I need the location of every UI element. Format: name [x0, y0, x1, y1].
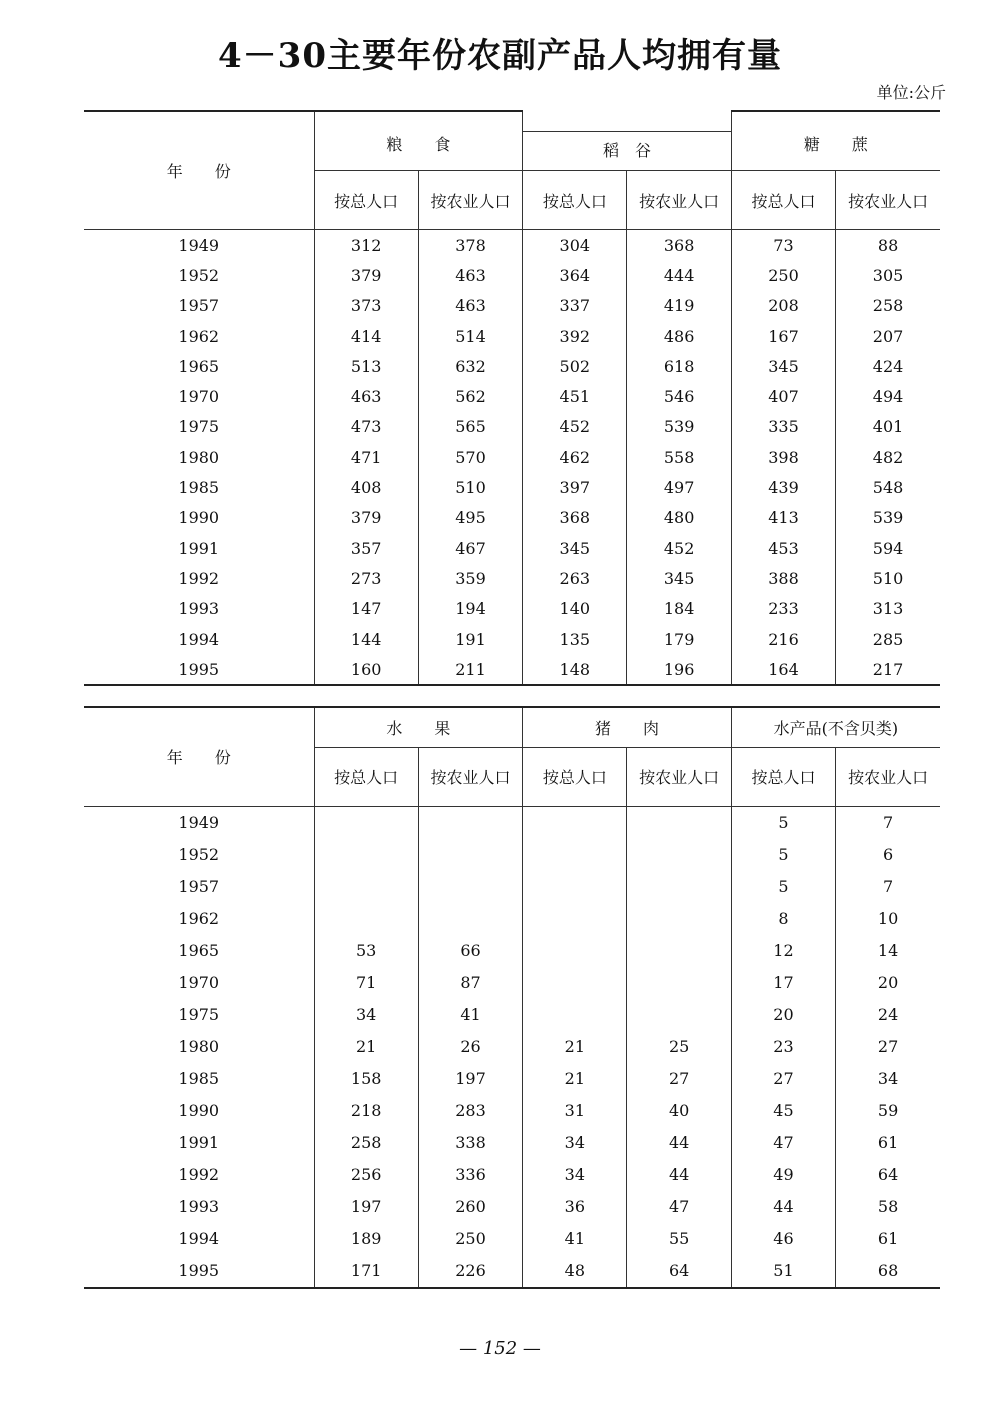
- year-cell: 1991: [178, 1133, 220, 1152]
- table-row: [84, 1191, 940, 1223]
- year-cell: 1965: [178, 356, 220, 376]
- value-cell: 486: [627, 321, 731, 351]
- page-number: — 152 —: [459, 1338, 541, 1359]
- value-cell: 211: [418, 654, 522, 685]
- value-cell: 64: [836, 1159, 940, 1191]
- value-cell: 184: [627, 594, 731, 624]
- value-cell: 335: [731, 412, 835, 442]
- value-cell: 379: [314, 503, 418, 533]
- value-cell: [523, 903, 627, 935]
- table-row: [84, 839, 940, 871]
- stats-table-grain: [84, 110, 940, 686]
- value-cell: 260: [418, 1191, 522, 1223]
- year-cell: 1949: [178, 235, 220, 255]
- value-cell: 148: [523, 654, 627, 685]
- year-cell: 1957: [178, 877, 220, 896]
- value-cell: 73: [731, 230, 835, 261]
- value-cell: 7: [836, 806, 940, 839]
- subheader: 按总人口: [523, 171, 627, 230]
- value-cell: 8: [731, 903, 835, 935]
- year-cell: 1992: [178, 1165, 220, 1184]
- value-cell: 208: [731, 291, 835, 321]
- value-cell: 305: [836, 260, 940, 290]
- table-row: [84, 1255, 940, 1288]
- stats-table-fruit: [84, 706, 940, 1289]
- rice-header-box: 稻 谷: [522, 131, 731, 170]
- value-cell: 452: [523, 412, 627, 442]
- value-cell: 463: [418, 260, 522, 290]
- value-cell: 414: [314, 321, 418, 351]
- group-header-sugarcane: 糖 蔗: [731, 111, 940, 171]
- value-cell: 368: [627, 230, 731, 261]
- value-cell: [523, 967, 627, 999]
- table-row: [84, 624, 940, 654]
- value-cell: 359: [418, 563, 522, 593]
- value-cell: 66: [418, 935, 522, 967]
- value-cell: [523, 871, 627, 903]
- value-cell: 345: [731, 351, 835, 381]
- year-cell: 1952: [178, 845, 220, 864]
- value-cell: 407: [731, 381, 835, 411]
- value-cell: [523, 935, 627, 967]
- subheader: 按总人口: [314, 747, 418, 806]
- value-cell: 618: [627, 351, 731, 381]
- value-cell: 17: [731, 967, 835, 999]
- value-cell: 392: [523, 321, 627, 351]
- value-cell: 135: [523, 624, 627, 654]
- value-cell: 71: [314, 967, 418, 999]
- value-cell: 562: [418, 381, 522, 411]
- value-cell: 313: [836, 594, 940, 624]
- value-cell: [627, 999, 731, 1031]
- value-cell: 27: [836, 1031, 940, 1063]
- value-cell: 452: [627, 533, 731, 563]
- year-cell: 1980: [178, 1037, 220, 1056]
- value-cell: 196: [627, 654, 731, 685]
- table-row: [84, 291, 940, 321]
- value-cell: 312: [314, 230, 418, 261]
- value-cell: 378: [418, 230, 522, 261]
- value-cell: 5: [731, 839, 835, 871]
- value-cell: 6: [836, 839, 940, 871]
- year-cell: 1965: [178, 941, 220, 960]
- value-cell: 41: [523, 1223, 627, 1255]
- value-cell: 250: [418, 1223, 522, 1255]
- value-cell: 34: [836, 1063, 940, 1095]
- value-cell: 285: [836, 624, 940, 654]
- value-cell: 55: [627, 1223, 731, 1255]
- value-cell: [418, 903, 522, 935]
- table-row: [84, 260, 940, 290]
- table-body: [84, 230, 940, 686]
- year-cell: 1952: [178, 265, 220, 285]
- value-cell: 197: [418, 1063, 522, 1095]
- value-cell: 23: [731, 1031, 835, 1063]
- value-cell: 495: [418, 503, 522, 533]
- value-cell: 539: [836, 503, 940, 533]
- value-cell: 21: [523, 1063, 627, 1095]
- year-header: 年 份: [84, 707, 314, 806]
- year-cell: 1990: [178, 1101, 220, 1120]
- value-cell: [418, 839, 522, 871]
- value-cell: 398: [731, 442, 835, 472]
- value-cell: 497: [627, 472, 731, 502]
- table-row: [84, 654, 940, 685]
- year-cell: 1975: [178, 417, 220, 437]
- table-body: [84, 806, 940, 1288]
- value-cell: 167: [731, 321, 835, 351]
- value-cell: 558: [627, 442, 731, 472]
- year-cell: 1985: [178, 1069, 220, 1088]
- value-cell: 273: [314, 563, 418, 593]
- value-cell: 379: [314, 260, 418, 290]
- table-row: [84, 381, 940, 411]
- value-cell: 25: [627, 1031, 731, 1063]
- value-cell: [523, 999, 627, 1031]
- value-cell: 27: [731, 1063, 835, 1095]
- value-cell: 58: [836, 1191, 940, 1223]
- subheader: 按总人口: [523, 747, 627, 806]
- value-cell: 364: [523, 260, 627, 290]
- value-cell: 594: [836, 533, 940, 563]
- value-cell: 480: [627, 503, 731, 533]
- value-cell: 191: [418, 624, 522, 654]
- year-cell: 1994: [178, 629, 220, 649]
- value-cell: 197: [314, 1191, 418, 1223]
- value-cell: [418, 871, 522, 903]
- table-row: [84, 442, 940, 472]
- table-row: [84, 903, 940, 935]
- value-cell: 48: [523, 1255, 627, 1288]
- group-header-aquatic: 水产品(不含贝类): [731, 707, 940, 747]
- year-cell: 1995: [84, 654, 314, 685]
- subheader: 按农业人口: [836, 747, 940, 806]
- year-cell: 1957: [178, 296, 220, 316]
- value-cell: 20: [731, 999, 835, 1031]
- value-cell: 26: [418, 1031, 522, 1063]
- table-row: [84, 503, 940, 533]
- value-cell: 336: [418, 1159, 522, 1191]
- value-cell: 49: [731, 1159, 835, 1191]
- value-cell: 283: [418, 1095, 522, 1127]
- year-cell: 1962: [178, 326, 220, 346]
- value-cell: 510: [418, 472, 522, 502]
- subheader: 按总人口: [314, 171, 418, 230]
- value-cell: 218: [314, 1095, 418, 1127]
- value-cell: 64: [627, 1255, 731, 1288]
- value-cell: 40: [627, 1095, 731, 1127]
- value-cell: 7: [836, 871, 940, 903]
- value-cell: 21: [523, 1031, 627, 1063]
- value-cell: 44: [627, 1127, 731, 1159]
- subheader: 按农业人口: [418, 747, 522, 806]
- value-cell: 258: [836, 291, 940, 321]
- value-cell: 216: [731, 624, 835, 654]
- value-cell: 44: [731, 1191, 835, 1223]
- value-cell: 61: [836, 1223, 940, 1255]
- value-cell: 632: [418, 351, 522, 381]
- unit-label: 单位:公斤: [876, 83, 946, 102]
- value-cell: 482: [836, 442, 940, 472]
- value-cell: 337: [523, 291, 627, 321]
- table-row: [84, 351, 940, 381]
- value-cell: 88: [836, 230, 940, 261]
- value-cell: 413: [731, 503, 835, 533]
- group-header-fruit: 水 果: [314, 707, 523, 747]
- subheader: 按总人口: [731, 747, 835, 806]
- value-cell: 46: [731, 1223, 835, 1255]
- value-cell: 34: [314, 999, 418, 1031]
- value-cell: 164: [731, 654, 835, 685]
- value-cell: 179: [627, 624, 731, 654]
- table-row: [84, 1063, 940, 1095]
- value-cell: 36: [523, 1191, 627, 1223]
- value-cell: 467: [418, 533, 522, 563]
- value-cell: 451: [523, 381, 627, 411]
- value-cell: 514: [418, 321, 522, 351]
- value-cell: 256: [314, 1159, 418, 1191]
- value-cell: 345: [523, 533, 627, 563]
- value-cell: [314, 903, 418, 935]
- value-cell: 345: [627, 563, 731, 593]
- table-row: [84, 1031, 940, 1063]
- value-cell: 463: [418, 291, 522, 321]
- value-cell: 207: [836, 321, 940, 351]
- value-cell: 41: [418, 999, 522, 1031]
- table-row: [84, 412, 940, 442]
- value-cell: 53: [314, 935, 418, 967]
- value-cell: 194: [418, 594, 522, 624]
- value-cell: 147: [314, 594, 418, 624]
- value-cell: 140: [523, 594, 627, 624]
- value-cell: 424: [836, 351, 940, 381]
- value-cell: 47: [731, 1127, 835, 1159]
- table-row: [84, 1127, 940, 1159]
- table-row: [84, 1223, 940, 1255]
- value-cell: 471: [314, 442, 418, 472]
- value-cell: 444: [627, 260, 731, 290]
- subheader: 按农业人口: [836, 171, 940, 230]
- table-row: [84, 563, 940, 593]
- value-cell: 34: [523, 1127, 627, 1159]
- value-cell: 24: [836, 999, 940, 1031]
- year-cell: 1949: [178, 813, 220, 832]
- value-cell: 5: [731, 871, 835, 903]
- year-header: 年 份: [84, 111, 314, 230]
- value-cell: [627, 967, 731, 999]
- year-cell: 1970: [178, 387, 220, 407]
- value-cell: [627, 903, 731, 935]
- group-header-pork: 猪 肉: [523, 707, 732, 747]
- year-cell: 1994: [178, 1229, 220, 1248]
- value-cell: 462: [523, 442, 627, 472]
- table-row: [84, 999, 940, 1031]
- year-cell: 1980: [178, 447, 220, 467]
- table-row: [84, 871, 940, 903]
- value-cell: 12: [731, 935, 835, 967]
- value-cell: 502: [523, 351, 627, 381]
- year-cell: 1992: [178, 568, 220, 588]
- value-cell: [627, 935, 731, 967]
- value-cell: 439: [731, 472, 835, 502]
- table-row: [84, 472, 940, 502]
- table-row: [84, 321, 940, 351]
- value-cell: 27: [627, 1063, 731, 1095]
- value-cell: 59: [836, 1095, 940, 1127]
- value-cell: 463: [314, 381, 418, 411]
- value-cell: [314, 839, 418, 871]
- value-cell: 263: [523, 563, 627, 593]
- year-cell: 1991: [178, 538, 220, 558]
- value-cell: 160: [314, 654, 418, 685]
- value-cell: [627, 871, 731, 903]
- value-cell: 87: [418, 967, 522, 999]
- value-cell: 548: [836, 472, 940, 502]
- subheader: 按农业人口: [418, 171, 522, 230]
- year-cell: 1962: [178, 909, 220, 928]
- value-cell: 539: [627, 412, 731, 442]
- year-cell: 1993: [178, 1197, 220, 1216]
- value-cell: 408: [314, 472, 418, 502]
- subheader: 按农业人口: [627, 747, 731, 806]
- value-cell: 304: [523, 230, 627, 261]
- year-cell: 1990: [178, 508, 220, 528]
- value-cell: 45: [731, 1095, 835, 1127]
- subheader: 按总人口: [731, 171, 835, 230]
- value-cell: 510: [836, 563, 940, 593]
- value-cell: 34: [523, 1159, 627, 1191]
- group-header-grain: 粮 食: [314, 111, 523, 171]
- table-row: [84, 1159, 940, 1191]
- table-row: [84, 230, 940, 261]
- value-cell: 570: [418, 442, 522, 472]
- group-header-rice: [523, 111, 732, 171]
- value-cell: [314, 806, 418, 839]
- value-cell: 10: [836, 903, 940, 935]
- table-row: [84, 533, 940, 563]
- table-row: [84, 967, 940, 999]
- value-cell: 473: [314, 412, 418, 442]
- value-cell: 513: [314, 351, 418, 381]
- value-cell: 233: [731, 594, 835, 624]
- subheader: 按农业人口: [627, 171, 731, 230]
- value-cell: 144: [314, 624, 418, 654]
- value-cell: 44: [627, 1159, 731, 1191]
- value-cell: 68: [836, 1255, 940, 1288]
- value-cell: 565: [418, 412, 522, 442]
- value-cell: 373: [314, 291, 418, 321]
- value-cell: 453: [731, 533, 835, 563]
- value-cell: [523, 839, 627, 871]
- value-cell: 357: [314, 533, 418, 563]
- table-row: [84, 935, 940, 967]
- value-cell: 61: [836, 1127, 940, 1159]
- value-cell: 47: [627, 1191, 731, 1223]
- year-cell: 1993: [178, 599, 220, 619]
- value-cell: 258: [314, 1127, 418, 1159]
- value-cell: 171: [314, 1255, 418, 1288]
- value-cell: 338: [418, 1127, 522, 1159]
- value-cell: 51: [731, 1255, 835, 1288]
- year-cell: 1975: [178, 1005, 220, 1024]
- value-cell: 419: [627, 291, 731, 321]
- value-cell: 20: [836, 967, 940, 999]
- value-cell: 494: [836, 381, 940, 411]
- value-cell: 158: [314, 1063, 418, 1095]
- value-cell: [627, 806, 731, 839]
- year-cell: 1970: [178, 973, 220, 992]
- value-cell: 368: [523, 503, 627, 533]
- value-cell: [418, 806, 522, 839]
- table-row: [84, 594, 940, 624]
- page-title: 4－30主要年份农副产品人均拥有量: [218, 36, 782, 76]
- table-row: [84, 806, 940, 839]
- value-cell: 388: [731, 563, 835, 593]
- value-cell: 226: [418, 1255, 522, 1288]
- value-cell: 31: [523, 1095, 627, 1127]
- value-cell: 546: [627, 381, 731, 411]
- value-cell: [523, 806, 627, 839]
- value-cell: 189: [314, 1223, 418, 1255]
- value-cell: 250: [731, 260, 835, 290]
- table-row: [84, 1095, 940, 1127]
- value-cell: [314, 871, 418, 903]
- year-cell: 1985: [178, 478, 220, 498]
- value-cell: 14: [836, 935, 940, 967]
- value-cell: 5: [731, 806, 835, 839]
- year-cell: 1995: [84, 1255, 314, 1288]
- value-cell: 397: [523, 472, 627, 502]
- value-cell: [627, 839, 731, 871]
- value-cell: 217: [836, 654, 940, 685]
- value-cell: 401: [836, 412, 940, 442]
- value-cell: 21: [314, 1031, 418, 1063]
